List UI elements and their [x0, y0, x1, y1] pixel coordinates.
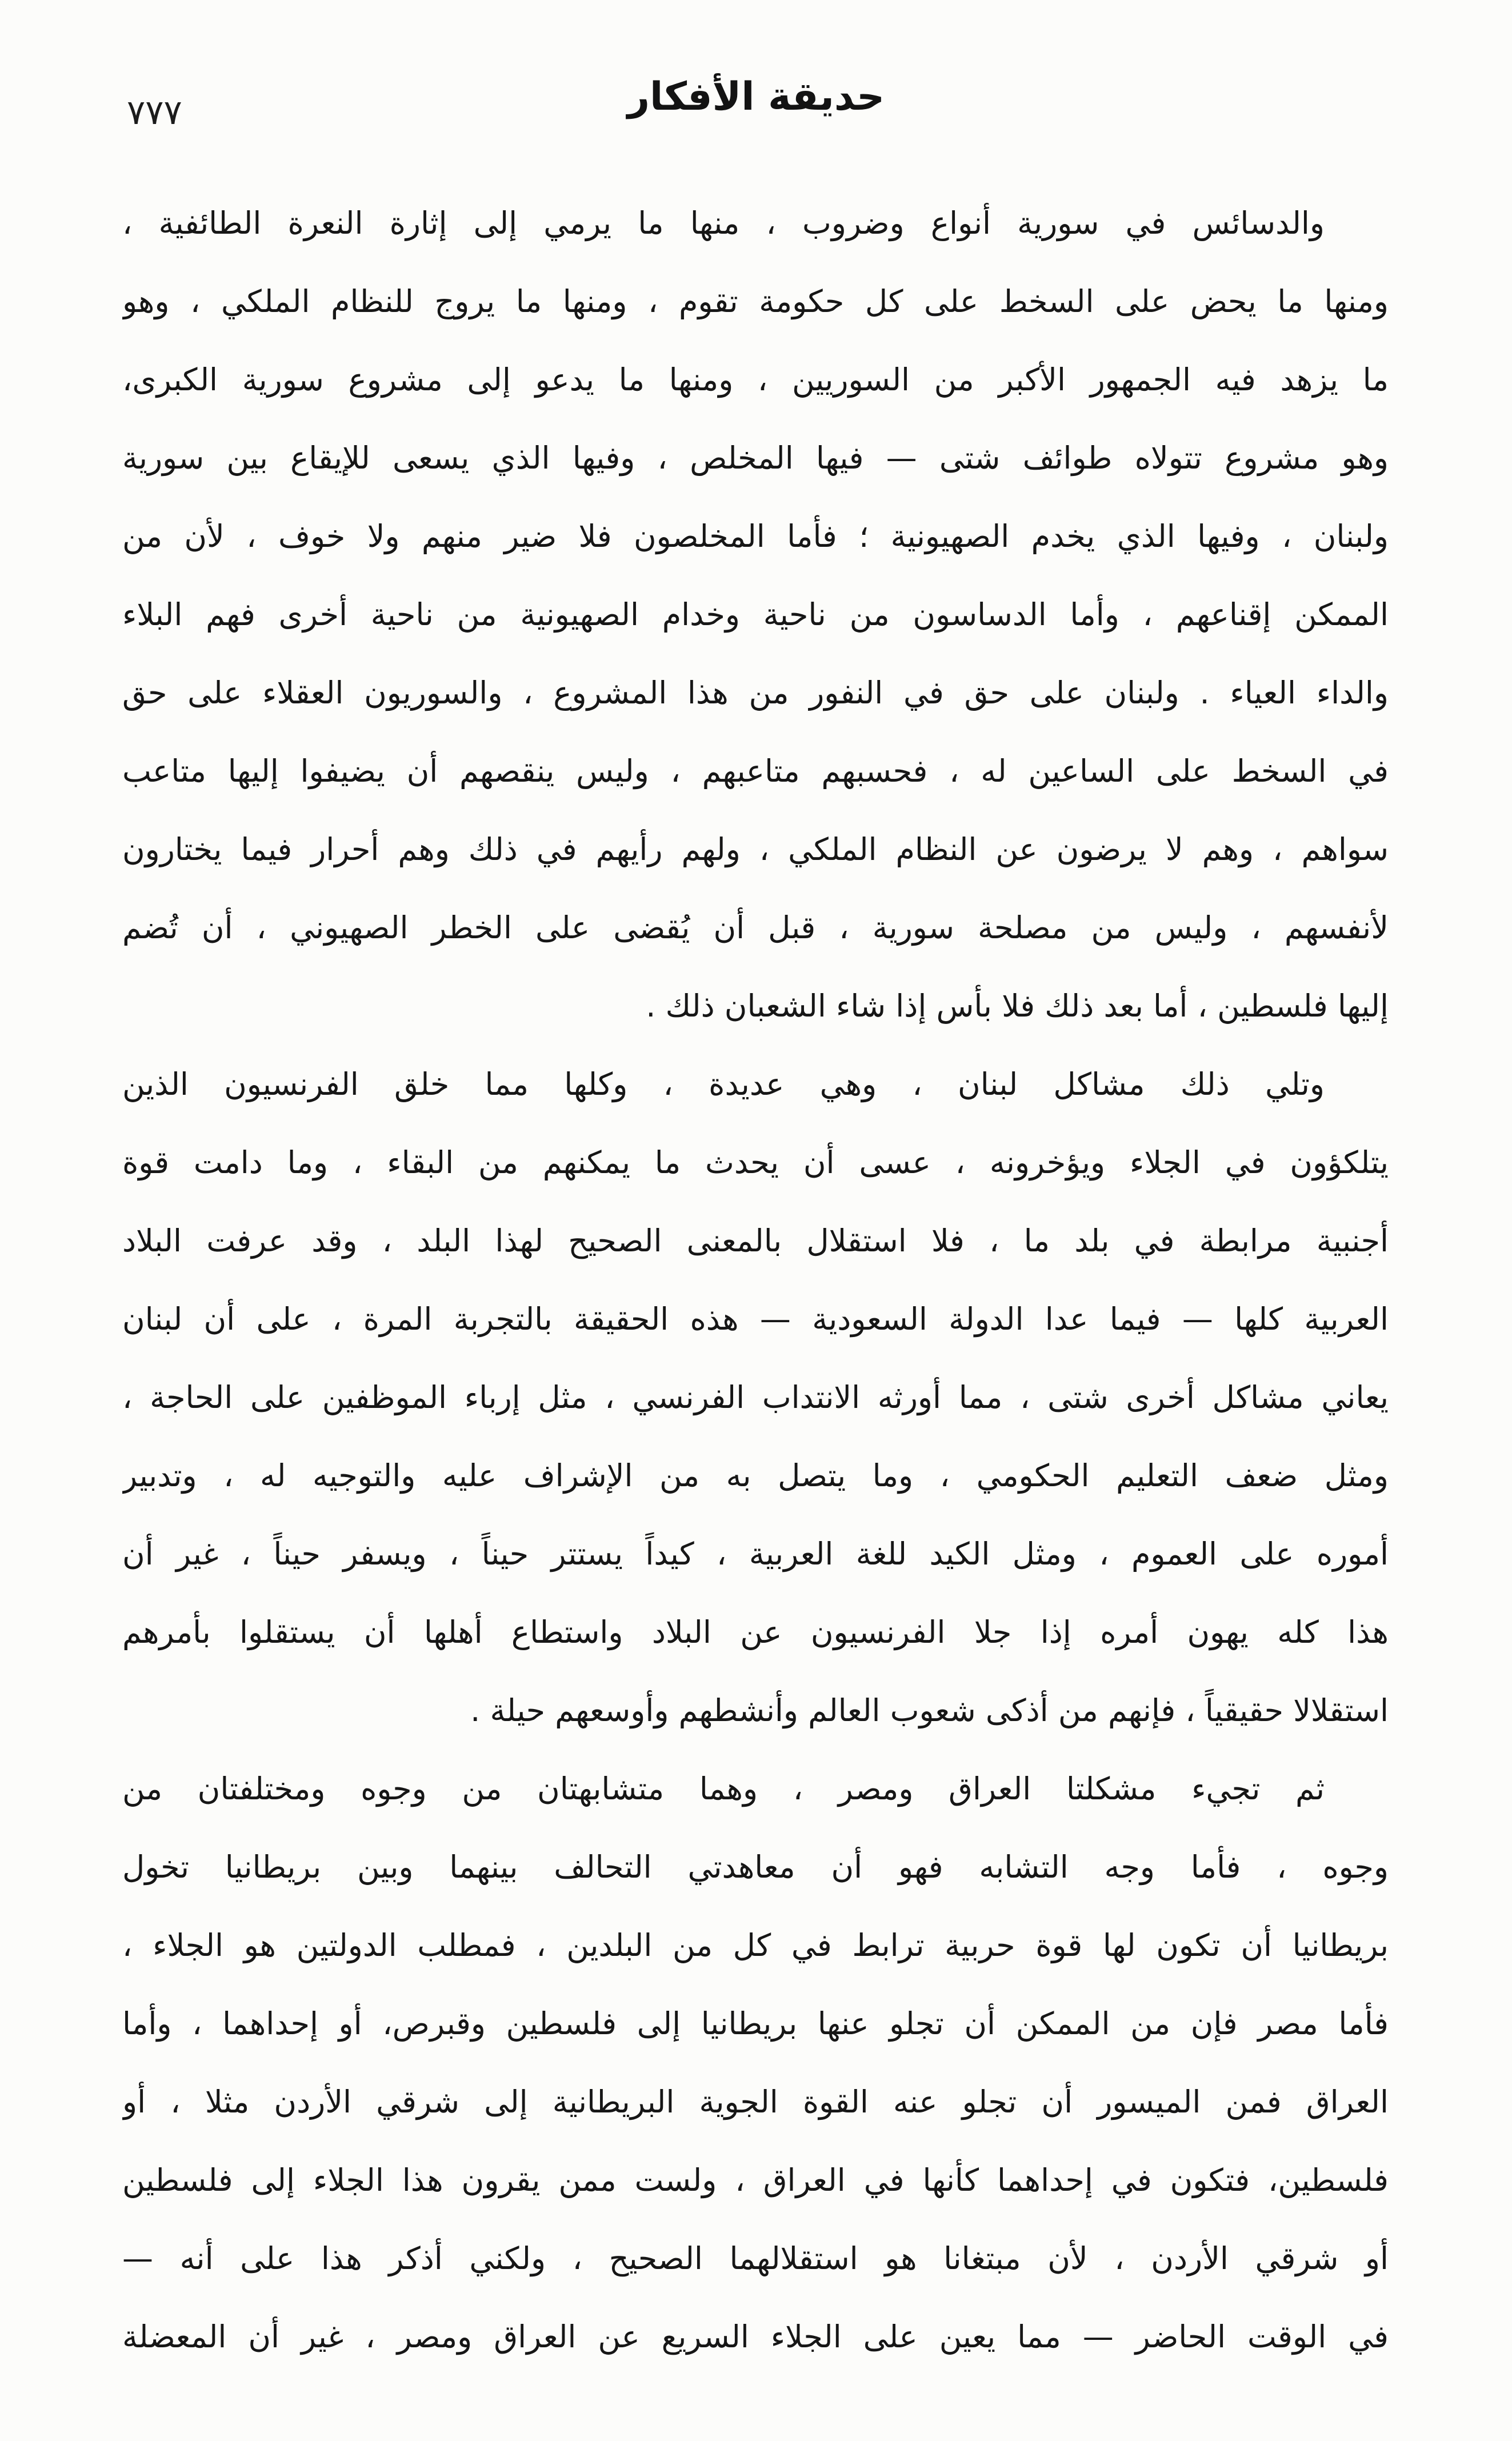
text-line: يتلكؤون في الجلاء ويؤخرونه ، عسى أن يحدث ما يمكنهم من البقاء ، وما دامت قوة [122, 1145, 1389, 1181]
text-line: استقلالا حقيقياً ، فإنهم من أذكى شعوب العالم وأنشطهم وأوسعهم حيلة . [470, 1692, 1389, 1728]
text-line: أجنبية مرابطة في بلد ما ، فلا استقلال بالمعنى الصحيح لهذا البلد ، وقد عرفت البلاد [122, 1223, 1389, 1259]
text-line: العربية كلها — فيما عدا الدولة السعودية — هذه الحقيقة بالتجربة المرة ، على أن لبنان [122, 1301, 1389, 1337]
text-line: إليها فلسطين ، أما بعد ذلك فلا بأس إذا شاء الشعبان ذلك . [646, 988, 1389, 1024]
text-line: يعاني مشاكل أخرى شتى ، مما أورثه الانتداب الفرنسي ، مثل إرباء الموظفين على الحاجة ، [122, 1379, 1389, 1415]
text-line: فأما مصر فإن من الممكن أن تجلو عنها بريطانيا إلى فلسطين وقبرص، أو إحداهما ، وأما [122, 2006, 1389, 2042]
text-line: في السخط على الساعين له ، فحسبهم متاعبهم ، وليس ينقصهم أن يضيفوا إليها متاعب [122, 753, 1389, 789]
text-line: ولبنان ، وفيها الذي يخدم الصهيونية ؛ فأما المخلصون فلا ضير منهم ولا خوف ، لأن من [122, 518, 1389, 554]
text-line: وهو مشروع تتولاه طوائف شتى — فيها المخلص ، وفيها الذي يسعى للإيقاع بين سورية [122, 440, 1389, 476]
text-line: ما يزهد فيه الجمهور الأكبر من السوريين ، ومنها ما يدعو إلى مشروع سورية الكبرى، [122, 362, 1389, 398]
text-line: وتلي ذلك مشاكل لبنان ، وهي عديدة ، وكلها مما خلق الفرنسيون الذين [122, 1066, 1325, 1102]
text-line: الممكن إقناعهم ، وأما الدساسون من ناحية وخدام الصهيونية من ناحية أخرى فهم البلاء [122, 597, 1389, 633]
text-line: أموره على العموم ، ومثل الكيد للغة العربية ، كيداً يستتر حيناً ، ويسفر حيناً ، غير أن [122, 1536, 1389, 1572]
text-line: وجوه ، فأما وجه التشابه فهو أن معاهدتي التحالف بينهما وبين بريطانيا تخول [122, 1849, 1389, 1885]
text-line: العراق فمن الميسور أن تجلو عنه القوة الجوية البريطانية إلى شرقي الأردن مثلا ، أو [122, 2084, 1389, 2120]
paragraph-3 [122, 1750, 1389, 2376]
text-line: والدسائس في سورية أنواع وضروب ، منها ما يرمي إلى إثارة النعرة الطائفية ، [122, 205, 1325, 241]
paragraph-2 [122, 1045, 1389, 1750]
text-line: أو شرقي الأردن ، لأن مبتغانا هو استقلالهما الصحيح ، ولكني أذكر هذا على أنه — [122, 2240, 1389, 2276]
page-title: حديقة الأفكار [627, 74, 885, 119]
paragraph-1 [122, 184, 1389, 1045]
text-line: ومثل ضعف التعليم الحكومي ، وما يتصل به من الإشراف عليه والتوجيه له ، وتدبير [122, 1458, 1389, 1494]
page-number: ٧٧٧ [127, 93, 182, 133]
text-line: فلسطين، فتكون في إحداهما كأنها في العراق ، ولست ممن يقرون هذا الجلاء إلى فلسطين [122, 2162, 1389, 2198]
text-line: هذا كله يهون أمره إذا جلا الفرنسيون عن البلاد واستطاع أهلها أن يستقلوا بأمرهم [122, 1614, 1389, 1650]
text-line: ثم تجيء مشكلتا العراق ومصر ، وهما متشابهتان من وجوه ومختلفتان من [122, 1771, 1325, 1807]
text-line: بريطانيا أن تكون لها قوة حربية ترابط في كل من البلدين ، فمطلب الدولتين هو الجلاء ، [122, 1927, 1389, 1963]
text-line: والداء العياء . ولبنان على حق في النفور من هذا المشروع ، والسوريون العقلاء على حق [122, 675, 1389, 711]
body-text [122, 184, 1389, 2376]
text-line: لأنفسهم ، وليس من مصلحة سورية ، قبل أن يُقضى على الخطر الصهيوني ، أن تُضم [122, 910, 1389, 946]
text-line: ومنها ما يحض على السخط على كل حكومة تقوم ، ومنها ما يروج للنظام الملكي ، وهو [122, 283, 1389, 319]
page-header [0, 69, 1512, 166]
text-line: في الوقت الحاضر — مما يعين على الجلاء السريع عن العراق ومصر ، غير أن المعضلة [122, 2319, 1389, 2355]
text-line: سواهم ، وهم لا يرضون عن النظام الملكي ، ولهم رأيهم في ذلك وهم أحرار فيما يختارون [122, 831, 1389, 867]
